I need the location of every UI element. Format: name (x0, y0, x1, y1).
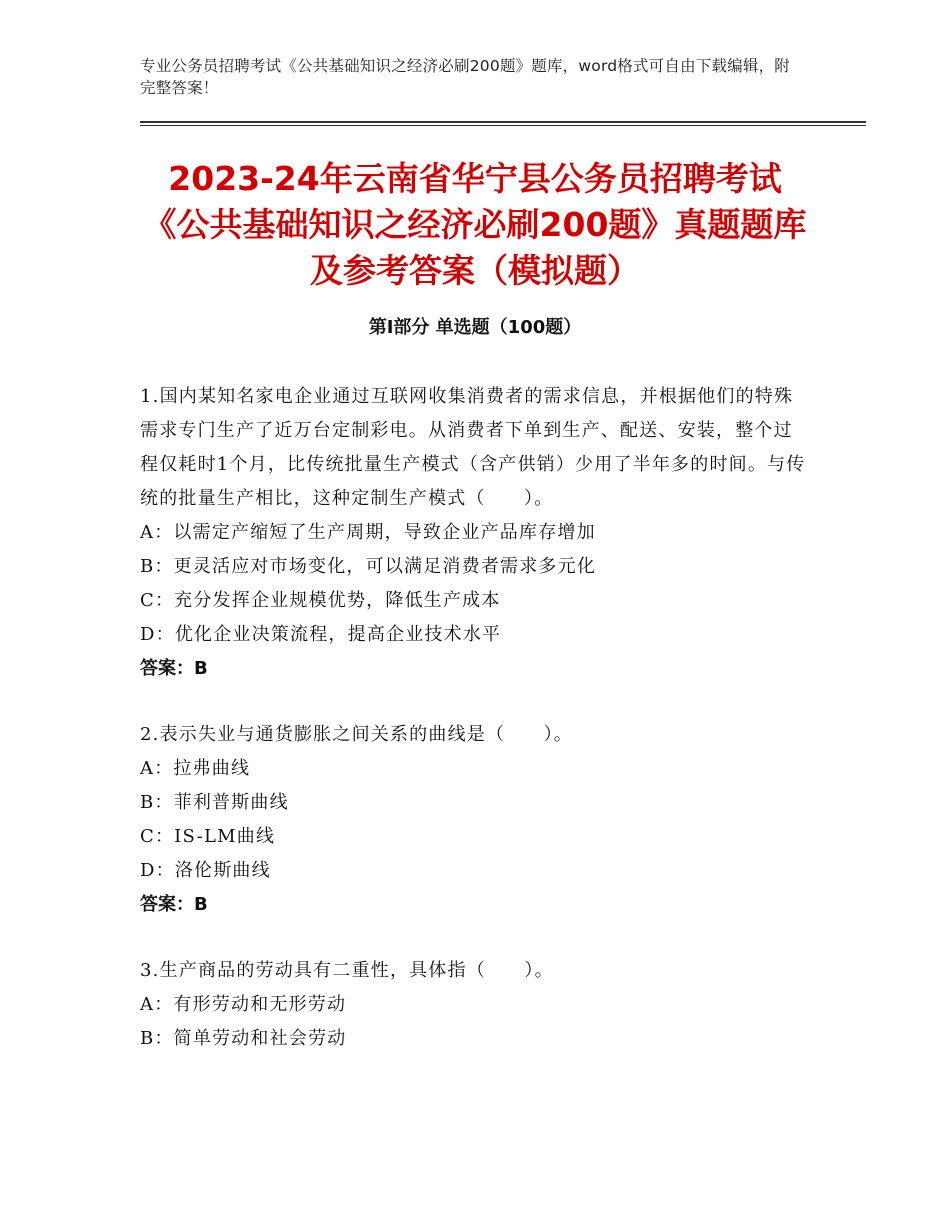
answer: 答案：B (140, 894, 208, 915)
option-c: C：充分发挥企业规模优势，降低生产成本 (140, 590, 501, 611)
header-note: 专业公务员招聘考试《公共基础知识之经济必刷200题》题库，word格式可自由下载编辑，附完整答案！ (140, 57, 790, 97)
option-c: C：IS-LM曲线 (140, 826, 276, 847)
question-1 (140, 380, 810, 686)
question-stem: 2.表示失业与通货膨胀之间关系的曲线是（ ）。 (140, 724, 573, 745)
question-list (140, 380, 810, 1088)
option-b: B：更灵活应对市场变化，可以满足消费者需求多元化 (140, 556, 597, 577)
section-title: 第Ⅰ部分 单选题（100题） (368, 317, 582, 338)
option-a: A：有形劳动和无形劳动 (140, 994, 347, 1015)
question-2 (140, 718, 810, 922)
option-a: A：拉弗曲线 (140, 758, 251, 779)
header-rule-thin (140, 125, 866, 126)
question-stem: 1.国内某知名家电企业通过互联网收集消费者的需求信息，并根据他们的特殊需求专门生产了近万台定制彩电。从消费者下单到生产、配送、安装，整个过程仅耗时1个月，比传统批量生产模式（含产供销）少用了半年多的时间。与传统的批量生产相比，这种定制生产模式（ ）。 (140, 386, 806, 509)
option-b: B：菲利普斯曲线 (140, 792, 289, 813)
option-a: A：以需定产缩短了生产周期，导致企业产品库存增加 (140, 522, 596, 543)
answer: 答案：B (140, 658, 208, 679)
option-d: D：洛伦斯曲线 (140, 860, 271, 881)
question-3 (140, 954, 810, 1056)
question-stem: 3.生产商品的劳动具有二重性，具体指（ ）。 (140, 960, 554, 981)
document-title: 2023-24年云南省华宁县公务员招聘考试《公共基础知识之经济必刷200题》真题题库及参考答案（模拟题） (143, 159, 807, 290)
option-b: B：简单劳动和社会劳动 (140, 1028, 347, 1049)
option-d: D：优化企业决策流程，提高企业技术水平 (140, 624, 502, 645)
header-rule-thick (140, 121, 866, 123)
